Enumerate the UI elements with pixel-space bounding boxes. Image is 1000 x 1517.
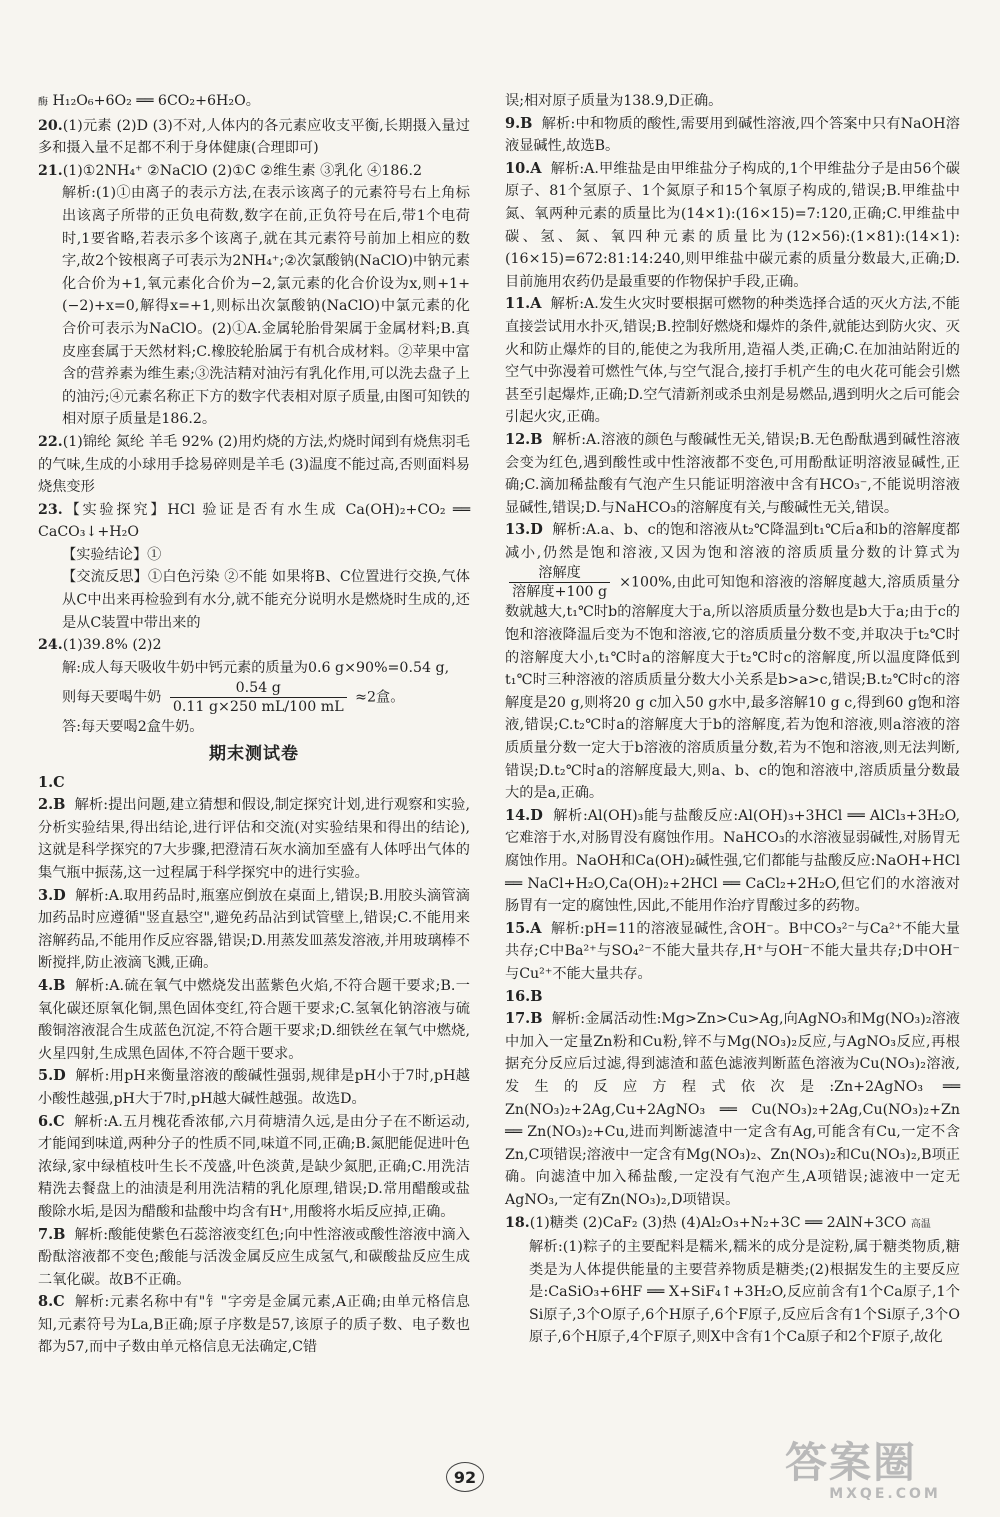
answer-e1: 1.C — [38, 773, 65, 791]
answer-e8: 8.C 解析:元素名称中有"钅"字旁是金属元素,A正确;由单元格信息知,元素符号为La,B正确;原子序数是57,该原子的质子数、电子数也都为57,而中子数由单元格信息无法确定,C错 — [38, 1293, 470, 1356]
answer-r16: 16.B — [505, 987, 543, 1005]
text-line: 误;相对原子质量为138.9,D正确。 — [505, 93, 723, 109]
reaction-condition: 高温 — [910, 1218, 931, 1230]
answer-r10: 10.A 解析:A.甲维盐是由甲维盐分子构成的,1个甲维盐分子是由56个碳原子、81个氢原子、1个氮原子和15个氧原子构成的,错误;B.甲维盐中氮、氧两种元素的质量比为(14×1):(16×15)=7:120,正确;C.甲维盐中碳、氢、氮、氧四种元素的质量比为(12×56):(1×81):(14×1):(16×15)=672:81:14:240,则甲维盐中碳元素的质量分数最大,正确;D.目前施用农药仍是最重要的作物保护手段,正确。 — [505, 159, 960, 290]
answer-23: 23.【实验探究】HCl 验证是否有水生成 Ca(OH)₂+CO₂ ══ CaCO₃↓+H₂O — [38, 501, 470, 541]
answer-e5: 5.D 解析:用pH来衡量溶液的酸碱性强弱,规律是pH小于7时,pH越小酸性越强,pH大于7时,pH越大碱性越强。故选D。 — [38, 1067, 470, 1107]
solution-24: 解:成人每天吸收牛奶中钙元素的质量为0.6 g×90%=0.54 g, — [62, 659, 450, 676]
right-column — [505, 90, 960, 1349]
analysis-21: 解析:(1)①由离子的表示方法,在表示该离子的元素符号右上角标出该离子所带的正负电荷数,数字在前,正负符号在后,带1个电荷时,1要省略,若表示多个该离子,就在其元素符号前加上相应的数字,故2个铵根离子可表示为2NH₄⁺;②次氯酸钠(NaClO)中钠元素化合价为+1,氧元素化合价为−2,氯元素的化合价设为x,则+1+(−2)+x=0,解得x=+1,则标出次氯酸钠(NaClO)中氯元素的化合价可表示为NaClO。(2)①A.金属轮胎骨架属于金属材料;B.真皮座套属于天然材料;C.橡胶轮胎属于有机合成材料。②苹果中富含的营养素为维生素;③洗洁精对油污有乳化作用,可以洗去盘子上的油污;④元素名称正下方的数字代表相对原子质量,由图可知铁的相对原子质量是186.2。 — [62, 185, 470, 428]
fraction: $\frac{\text{溶解度}}{\text{溶解度+100 g}}$ — [509, 564, 610, 601]
answer-r9: 9.B 解析:中和物质的酸性,需要用到碱性溶液,四个答案中只有NaOH溶液显碱性,故选B。 — [505, 114, 960, 155]
answer-21: 21.(1)①2NH₄⁺ ②NaClO (2)①C ②维生素 ③乳化 ④186.2 — [38, 162, 422, 179]
solution-24-calc: 则每天要喝牛奶 $\frac{0.54 g}{0.11 g\times 250 mL/100 mL}$ ≈2盒。 — [62, 680, 405, 716]
answer-e6: 6.C 解析:A.五月槐花香浓郁,六月荷塘清久远,是由分子在不断运动,才能闻到味道,两种分子的性质不同,味道不同,正确;B.氮肥能促进叶色浓绿,家中绿植枝叶生长不茂盛,叶色淡黄,是缺少氮肥,正确;C.用洗洁精洗去餐盘上的油渍是利用洗洁精的乳化原理,错误;D.常用醋酸或盐酸除水垢,是因为醋酸和盐酸中均含有H⁺,用酸将水垢反应掉,正确。 — [38, 1112, 470, 1220]
answer-e3: 3.D 解析:A.取用药品时,瓶塞应倒放在桌面上,错误;B.用胶头滴管滴加药品时应遵循"竖直悬空",避免药品沾到试管壁上,错误;C.不能用来溶解药品,不能用作反应容器,错误;D.用蒸发皿蒸发溶液,并用玻璃棒不断搅拌,防止液滴飞溅,正确。 — [38, 886, 470, 972]
answer-e7: 7.B 解析:酸能使紫色石蕊溶液变红色;向中性溶液或酸性溶液中滴入酚酞溶液都不变色;酸能与活泼金属反应生成氢气,和碳酸盐反应生成二氧化碳。故B不正确。 — [38, 1225, 470, 1288]
reflection-23: 【交流反思】①白色污染 ②不能 如果将B、C位置进行交换,气体从C中出来再检验到有水分,就不能充分说明水是燃烧时生成的,还是从C装置中带出来的 — [62, 569, 470, 631]
answer-e4: 4.B 解析:A.硫在氧气中燃烧发出蓝紫色火焰,不符合题干要求;B.一氧化碳还原氧化铜,黑色固体变红,符合题干要求;C.氢氧化钠溶液与硫酸铜溶液混合生成蓝色沉淀,不符合题干要求;D.细铁丝在氧气中燃烧,火星四射,生成黑色固体,不符合题干要求。 — [38, 976, 470, 1062]
section-title: 期末测试卷 — [209, 744, 299, 765]
answer-r11: 11.A 解析:A.发生火灾时要根据可燃物的种类选择合适的灭火方法,不能直接尝试用水扑灭,错误;B.控制好燃烧和爆炸的条件,就能达到防火灾、灭火和防止爆炸的目的,能使之为我所用,造福人类,正确;C.在加油站附近的空气中弥漫着可燃性气体,与空气混合,接打手机产生的电火花可能会引燃甚至引起爆炸,正确;D.空气清新剂或杀虫剂是易燃品,遇到明火之后可能会引起火灾,正确。 — [505, 295, 960, 426]
answer-r13: 13.D 解析:A.a、b、c的饱和溶液从t₂℃降温到t₁℃后a和b的溶解度都减小,仍然是饱和溶液,又因为饱和溶液的溶质质量分数的计算式为 $\frac{\text{溶解度}}{\text{溶解度+100 g}}$ ×100%,由此可知饱和溶液的溶解度越大,溶质质量分数就越大,t₁℃时b的溶解度大于a,所以溶质质量分数也是b大于a;由于c的饱和溶液降温后变为不饱和溶液,它的溶质质量分数不变,并取决于t₂℃时的溶解度大小,t₁℃时a的溶解度大于t₂℃时c的溶解度,所以温度降低到t₁℃时三种溶液的溶质质量分数大小关系是b>a>c,错误;B.t₂℃时c的溶解度是20 g,则将20 g c加入50 g水中,最多溶解10 g c,得到60 g饱和溶液,错误;C.t₂℃时a的溶解度大于b的溶解度,若为饱和溶液,则a溶液的溶质质量分数一定大于b溶液的溶质质量分数,若为不饱和溶液,则无法判断,错误;D.t₂℃时a的溶解度最大,则a、b、c的饱和溶液中,溶质质量分数最大的是a,正确。 — [505, 521, 960, 802]
answer-r12: 12.B 解析:A.溶液的颜色与酸碱性无关,错误;B.无色酚酞遇到碱性溶液会变为红色,遇到酸性或中性溶液都不变色,可用酚酞证明溶液显碱性,正确;C.滴加稀盐酸有气泡产生只能证明溶液中含有HCO₃⁻,不能说明溶液显碱性,错误;D.与NaHCO₃的溶解度有关,与酸碱性无关,错误。 — [505, 430, 960, 516]
answer-20: 20.(1)元素 (2)D (3)不对,人体内的各元素应收支平衡,长期摄入量过多和摄入量不足都不利于身体健康(合理即可) — [38, 117, 470, 157]
page-number: 92 — [446, 1462, 484, 1492]
answer-24: 24.(1)39.8% (2)2 — [38, 637, 162, 654]
page-number-ornament — [446, 1462, 484, 1492]
watermark-logo: 答案圈 MXQE.COM — [785, 1438, 941, 1502]
answer-22: 22.(1)锦纶 氮纶 羊毛 92% (2)用灼烧的方法,灼烧时闻到有烧焦羽毛的气味,生成的小球用手捻易碎则是羊毛 (3)温度不能过高,否则面料易烧焦变形 — [38, 433, 470, 496]
fraction: $\frac{0.54 g}{0.11 g\times 250 mL/100 mL}$ — [170, 679, 347, 716]
answer-r17: 17.B 解析:金属活动性:Mg>Zn>Cu>Ag,向AgNO₃和Mg(NO₃)₂溶液中加入一定量Zn粉和Cu粉,锌不与Mg(NO₃)₂反应,与AgNO₃反应,再根据充分反应后过滤,得到滤渣和蓝色滤液判断蓝色溶液为Cu(NO₃)₂溶液,发生的反应方程式依次是:Zn+2AgNO₃ ══ Zn(NO₃)₂+2Ag,Cu+2AgNO₃ ══ Cu(NO₃)₂+2Ag,Cu(NO₃)₂+Zn ══ Zn(NO₃)₂+Cu,进而判断滤渣中一定含有Ag,可能含有Cu,一定不含Zn,C项错误;溶液中一定含有Mg(NO₃)₂、Zn(NO₃)₂和Cu(NO₃)₂,B项正确。向滤渣中加入稀盐酸,一定没有气泡产生,A项错误;滤液中一定无AgNO₃,一定有Zn(NO₃)₂,D项错误。 — [505, 1010, 960, 1208]
analysis-r18: 解析:(1)粽子的主要配料是糯米,糯米的成分是淀粉,属于糖类物质,糖类是为人体提供能量的主要营养物质是糖类;(2)根据发生的主要反应是:CaSiO₃+6HF ══ X+SiF₄↑+3H₂O,反应前含有1个Ca原子,1个Si原子,3个O原子,6个H原子,6个F原子,反应后含有1个Si原子,3个O原子,6个H原子,4个F原子,则X中含有1个Ca原子和2个F原子,故化 — [529, 1239, 960, 1346]
text-line: 酶 H₁₂O₆+6O₂ ══ 6CO₂+6H₂O。 — [38, 93, 260, 109]
answer-r14: 14.D 解析:Al(OH)₃能与盐酸反应:Al(OH)₃+3HCl ══ AlCl₃+3H₂O,它难溶于水,对肠胃没有腐蚀作用。NaHCO₃的水溶液显弱碱性,对肠胃无腐蚀作用。NaOH和Ca(OH)₂碱性强,它们都能与盐酸反应:NaOH+HCl ══ NaCl+H₂O,Ca(OH)₂+2HCl ══ CaCl₂+2H₂O,但它们的水溶液对肠胃有一定的腐蚀性,因此,不能用作治疗胃酸过多的药物。 — [505, 806, 960, 915]
final-answer-24: 答:每天要喝2盒牛奶。 — [62, 719, 204, 736]
answer-r18: 18.(1)糖类 (2)CaF₂ (3)热 (4)Al₂O₃+N₂+3C ══ 2AlN+3CO 高温 — [505, 1214, 931, 1231]
answer-e2: 2.B 解析:提出问题,建立猜想和假设,制定探究计划,进行观察和实验,分析实验结果,得出结论,进行评估和交流(对实验结果和得出的结论),这就是科学探究的7大步骤,把澄清石灰水滴加至盛有人体呼出气体的集气瓶中振荡,这一过程属于科学探究中的进行实验。 — [38, 796, 470, 881]
reaction-condition: 酶 — [38, 97, 48, 108]
left-column — [38, 90, 470, 1359]
answer-r15: 15.A 解析:pH=11的溶液显碱性,含OH⁻。B中CO₃²⁻与Ca²⁺不能大量共存;C中Ba²⁺与SO₄²⁻不能大量共存,H⁺与OH⁻不能大量共存;D中OH⁻与Cu²⁺不能大量共存。 — [505, 919, 960, 982]
conclusion-23: 【实验结论】① — [62, 546, 162, 563]
